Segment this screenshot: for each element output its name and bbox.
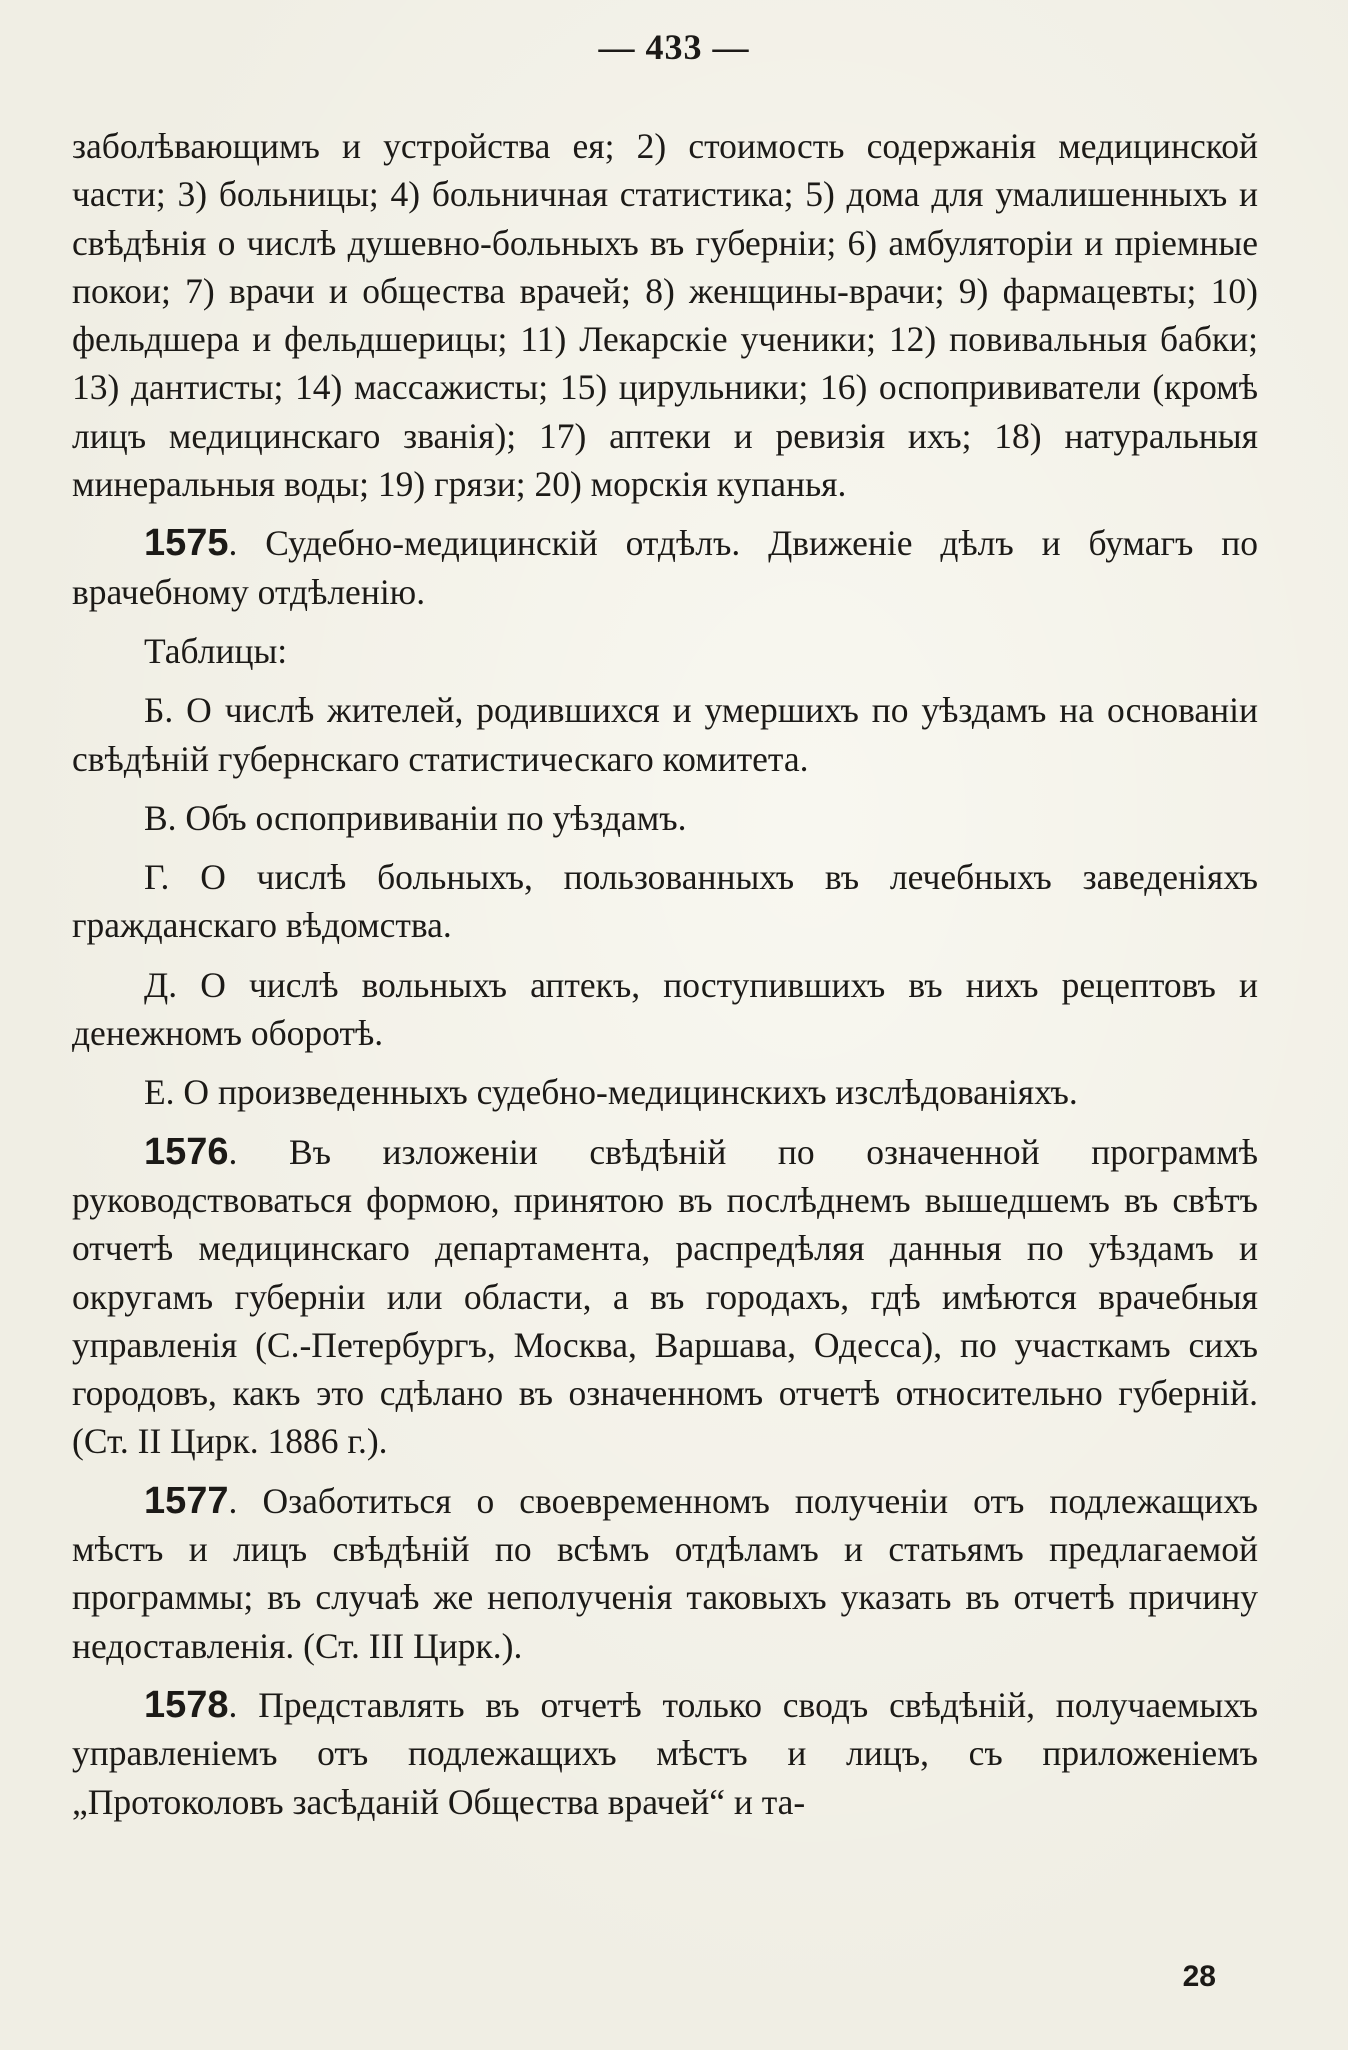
paragraph-text: . Озаботиться о своевременномъ полученіи отъ подлежащихъ мѣстъ и лицъ свѣдѣній по всѣмъ отдѣламъ и статьямъ предлагаемой программы; въ случаѣ же неполученія таковыхъ указать въ отчетѣ причину недоставленія. (Ст. III Цирк.). (72, 1480, 1258, 1666)
article-number: 1576 (144, 1130, 229, 1173)
paragraph-text: . Въ изложеніи свѣдѣній по означенной программѣ руководствоваться формою, принятою въ послѣднемъ вышедшемъ въ свѣтъ отчетѣ медицинскаго департамента, распредѣляя данныя по уѣздамъ и округамъ губерніи или области, а въ городахъ, гдѣ имѣются врачебныя управленія (С.-Петербургъ, Москва, Варшава, Одесса), по участкамъ сихъ городовъ, какъ это сдѣлано въ означенномъ отчетѣ относительно губерній. (Ст. II Цирк. 1886 г.). (72, 1131, 1258, 1462)
table-item-e (72, 1068, 1258, 1116)
paragraph-continuation (72, 122, 1258, 508)
article-1578 (72, 1681, 1258, 1826)
table-item-g (72, 853, 1258, 950)
tables-heading (72, 627, 1258, 675)
article-number: 1578 (144, 1683, 229, 1726)
paragraph-text: . Судебно-медицинскій отдѣлъ. Движеніе дѣлъ и бумагъ по врачебному отдѣленію. (72, 523, 1258, 612)
article-1576 (72, 1128, 1258, 1466)
table-item-v (72, 794, 1258, 842)
page-body (72, 122, 1258, 1826)
paragraph-text: Г. О числѣ больныхъ, пользованныхъ въ лечебныхъ заведеніяхъ гражданскаго вѣдомства. (72, 857, 1258, 946)
article-number: 1577 (144, 1479, 229, 1522)
paragraph-text: В. Объ оспопрививаніи по уѣздамъ. (144, 797, 687, 838)
table-item-b (72, 686, 1258, 783)
printer-signature-mark: 28 (1182, 1960, 1216, 1993)
paragraph-text: заболѣвающимъ и устройства ея; 2) стоимость содержанія медицинской части; 3) больницы; 4) больничная статистика; 5) дома для умалишенныхъ и свѣдѣнія о числѣ душевно-больныхъ въ губерніи; 6) амбуляторіи и пріемные покои; 7) врачи и общества врачей; 8) женщины-врачи; 9) фармацевты; 10) фельдшера и фельдшерицы; 11) Лекарскіе ученики; 12) повивальныя бабки; 13) дантисты; 14) массажисты; 15) цирульники; 16) оспопрививатели (кромѣ лицъ медицинскаго званія); 17) аптеки и ревизія ихъ; 18) натуральныя минеральныя воды; 19) грязи; 20) морскія купанья. (72, 126, 1258, 505)
table-item-d (72, 961, 1258, 1058)
page-number-header: — 433 — (598, 27, 750, 67)
paragraph-text: Б. О числѣ жителей, родившихся и умершихъ по уѣздамъ на основаніи свѣдѣній губернскаго статистическаго комитета. (72, 690, 1258, 779)
article-number: 1575 (144, 522, 229, 565)
paragraph-text: . Представлять въ отчетѣ только сводъ свѣдѣній, получаемыхъ управленіемъ отъ подлежащихъ мѣстъ и лицъ, съ приложеніемъ „Протоколовъ засѣданій Общества врачей“ и та- (72, 1684, 1258, 1822)
paragraph-text: Е. О произведенныхъ судебно-медицинскихъ изслѣдованіяхъ. (144, 1072, 1078, 1113)
article-1575 (72, 519, 1258, 616)
paragraph-text: Таблицы: (144, 630, 288, 671)
paragraph-text: Д. О числѣ вольныхъ аптекъ, поступившихъ въ нихъ рецептовъ и денежномъ оборотѣ. (72, 964, 1258, 1054)
article-1577 (72, 1477, 1258, 1670)
